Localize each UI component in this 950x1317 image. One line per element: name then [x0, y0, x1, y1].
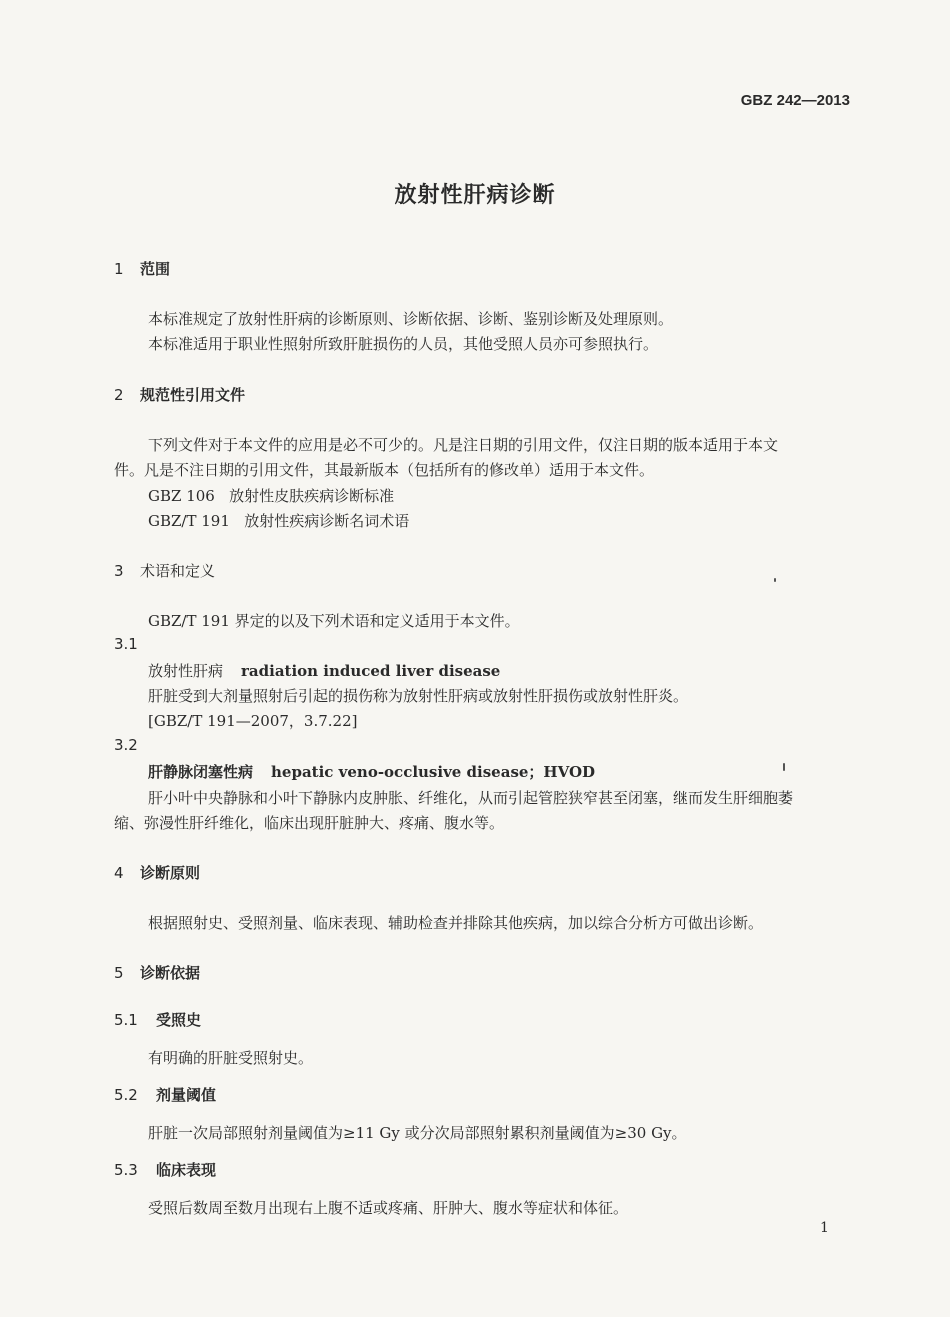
section-number: 2 — [114, 386, 124, 404]
term-3-2-definition-line-1: 肝小叶中央静脉和小叶下静脉内皮肿胀、纤维化，从而引起管腔狭窄甚至闭塞，继而发生肝细胞萎 — [148, 789, 794, 807]
section-title: 术语和定义 — [140, 562, 216, 580]
scan-speck — [774, 578, 776, 582]
term-chinese: 放射性肝病 — [148, 662, 224, 680]
term-3-2-title — [148, 761, 595, 782]
subsection-title: 剂量阈值 — [156, 1086, 217, 1104]
section-number: 4 — [114, 864, 124, 882]
section-2-heading — [114, 384, 245, 405]
scope-paragraph-1: 本标准规定了放射性肝病的诊断原则、诊断依据、诊断、鉴别诊断及处理原则。 — [148, 310, 674, 328]
section-5-heading — [114, 962, 200, 983]
standard-number: GBZ 242—2013 — [740, 92, 850, 109]
term-3-1-source: [GBZ/T 191—2007，3.7.22] — [148, 712, 358, 730]
term-english: radiation induced liver disease — [241, 662, 501, 680]
subsection-number: 5.3 — [114, 1161, 138, 1179]
section-5-3-paragraph: 受照后数周至数月出现右上腹不适或疼痛、肝肿大、腹水等症状和体征。 — [148, 1199, 629, 1217]
section-4-heading — [114, 862, 200, 883]
subsection-number: 5.1 — [114, 1011, 138, 1029]
section-3-heading — [114, 560, 215, 581]
references-paragraph-line-1: 下列文件对于本文件的应用是必不可少的。凡是注日期的引用文件，仅注日期的版本适用于本文 — [148, 436, 779, 454]
term-chinese: 肝静脉闭塞性病 — [148, 763, 254, 781]
page-number: 1 — [820, 1220, 829, 1236]
term-3-2-definition-line-2: 缩、弥漫性肝纤维化，临床出现肝脏肿大、疼痛、腹水等。 — [114, 814, 505, 832]
scan-speck — [783, 763, 785, 771]
subsection-title: 受照史 — [156, 1011, 202, 1029]
scope-paragraph-2: 本标准适用于职业性照射所致肝脏损伤的人员，其他受照人员亦可参照执行。 — [148, 335, 659, 353]
section-1-heading — [114, 258, 170, 279]
section-5-1-heading — [114, 1009, 201, 1030]
section-5-1-paragraph: 有明确的肝脏受照射史。 — [148, 1049, 314, 1067]
section-number: 3 — [114, 562, 124, 580]
term-3-1-definition: 肝脏受到大剂量照射后引起的损伤称为放射性肝病或放射性肝损伤或放射性肝炎。 — [148, 687, 689, 705]
section-title: 诊断原则 — [140, 864, 201, 882]
references-paragraph-line-2: 件。凡是不注日期的引用文件，其最新版本（包括所有的修改单）适用于本文件。 — [114, 461, 655, 479]
section-title: 规范性引用文件 — [140, 386, 246, 404]
section-number: 1 — [114, 260, 124, 278]
section-5-3-heading — [114, 1159, 216, 1180]
reference-gbz-106: GBZ 106 放射性皮肤疾病诊断标准 — [148, 487, 395, 505]
subsection-title: 临床表现 — [156, 1161, 217, 1179]
section-5-2-heading — [114, 1084, 216, 1105]
section-title: 诊断依据 — [140, 964, 201, 982]
diagnosis-principle-paragraph: 根据照射史、受照剂量、临床表现、辅助检查并排除其他疾病，加以综合分析方可做出诊断。 — [148, 914, 764, 932]
term-3-2-number: 3.2 — [114, 736, 138, 754]
terms-intro: GBZ/T 191 界定的以及下列术语和定义适用于本文件。 — [148, 612, 520, 630]
subsection-number: 5.2 — [114, 1086, 138, 1104]
section-5-2-paragraph: 肝脏一次局部照射剂量阈值为≥11 Gy 或分次局部照射累积剂量阈值为≥30 Gy。 — [148, 1124, 687, 1142]
term-3-1-number: 3.1 — [114, 635, 138, 653]
section-title: 范围 — [140, 260, 171, 278]
term-3-1-title — [148, 660, 500, 681]
term-english: hepatic veno-occlusive disease；HVOD — [271, 763, 596, 781]
reference-gbz-t-191: GBZ/T 191 放射性疾病诊断名词术语 — [148, 512, 410, 530]
document-title: 放射性肝病诊断 — [394, 183, 556, 208]
section-number: 5 — [114, 964, 124, 982]
